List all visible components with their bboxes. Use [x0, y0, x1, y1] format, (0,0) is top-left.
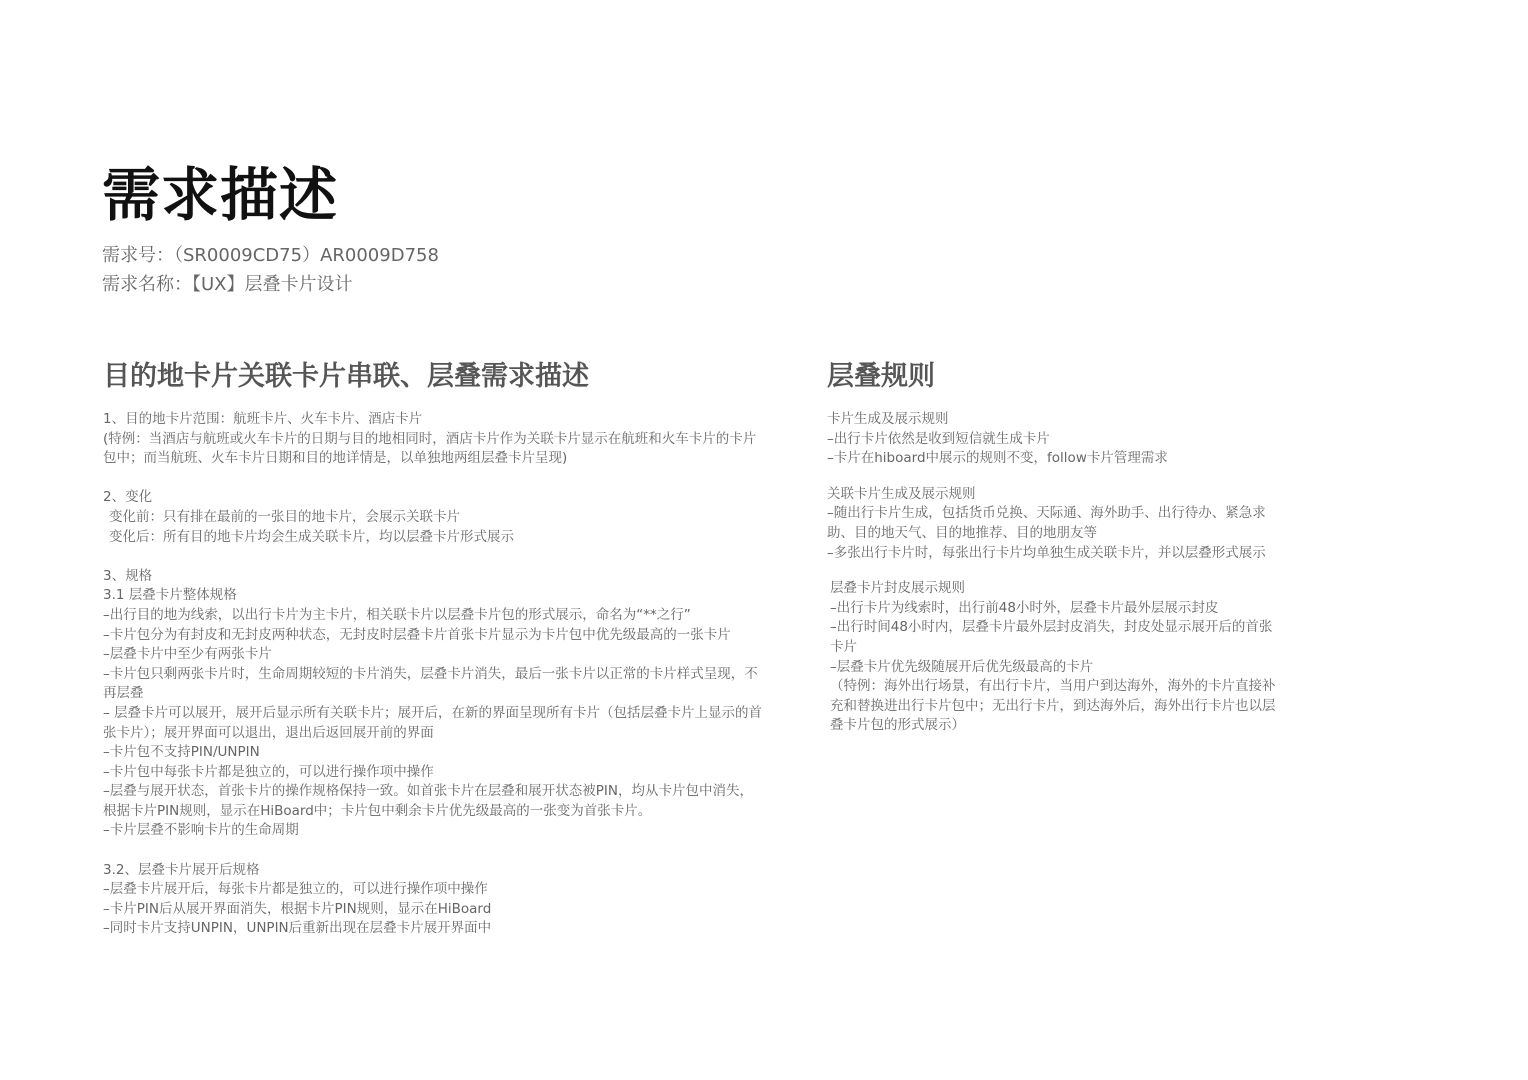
expanded-spec-item: –卡片PIN后从展开界面消失，根据卡片PIN规则，显示在HiBoard [103, 900, 492, 917]
rule-group-title: 层叠卡片封皮展示规则 [830, 580, 965, 597]
section-heading: 层叠规则 [827, 361, 935, 392]
spec-item: – 层叠卡片可以展开，展开后显示所有关联卡片；展开后，在新的界面呈现所有卡片（包括层叠卡片上显示的首张卡片）；展开界面可以退出，退出后返回展开前的界面 [103, 704, 763, 741]
spec-item: –出行目的地为线索，以出行卡片为主卡片，相关联卡片以层叠卡片包的形式展示，命名为“**之行” [103, 606, 691, 623]
requirement-number: 需求号：（SR0009CD75）AR0009D758 [102, 245, 439, 266]
spec-heading: 3、规格 [103, 567, 153, 584]
rule-item: –多张出行卡片时，每张出行卡片均单独生成关联卡片，并以层叠形式展示 [827, 544, 1266, 561]
spec-item: –卡片包分为有封皮和无封皮两种状态，无封皮时层叠卡片首张卡片显示为卡片包中优先级最高的一张卡片 [103, 626, 731, 643]
expanded-spec-item: –同时卡片支持UNPIN，UNPIN后重新出现在层叠卡片展开界面中 [103, 920, 492, 937]
rule-group-title: 关联卡片生成及展示规则 [827, 485, 976, 502]
spec-item: –卡片包中每张卡片都是独立的，可以进行操作项中操作 [103, 763, 434, 780]
expanded-spec-heading: 3.2、层叠卡片展开后规格 [103, 861, 260, 878]
change-before: 变化前：只有排在最前的一张目的地卡片，会展示关联卡片 [109, 508, 460, 525]
spec-item: –卡片包不支持PIN/UNPIN [103, 744, 260, 761]
rule-item: –层叠卡片优先级随展开后优先级最高的卡片 [830, 658, 1094, 675]
requirement-name: 需求名称：【UX】层叠卡片设计 [102, 274, 353, 295]
rule-exception-note: （特例：海外出行场景，有出行卡片，当用户到达海外，海外的卡片直接补充和替换进出行卡片包中；无出行卡片，到达海外后，海外出行卡片也以层叠卡片包的形式展示） [830, 678, 1276, 734]
spec-item: –卡片包只剩两张卡片时，生命周期较短的卡片消失，层叠卡片消失，最后一张卡片以正常的卡片样式呈现，不再层叠 [103, 665, 758, 702]
section-body [827, 410, 1277, 736]
rule-group-title: 卡片生成及展示规则 [827, 411, 949, 427]
requirement-description-section [103, 356, 763, 939]
spec-item: –卡片层叠不影响卡片的生命周期 [103, 822, 299, 839]
change-after: 变化后：所有目的地卡片均会生成关联卡片，均以层叠卡片形式展示 [109, 528, 514, 545]
rule-item: –出行卡片依然是收到短信就生成卡片 [827, 430, 1050, 447]
section-body [103, 410, 763, 939]
expanded-spec-item: –层叠卡片展开后，每张卡片都是独立的，可以进行操作项中操作 [103, 881, 488, 898]
rule-item: –出行时间48小时内，层叠卡片最外层封皮消失，封皮处显示展开后的首张卡片 [830, 619, 1273, 655]
change-heading: 2、变化 [103, 489, 153, 506]
section-heading: 目的地卡片关联卡片串联、层叠需求描述 [103, 361, 589, 392]
spec-item: –层叠与展开状态，首张卡片的操作规格保持一致。如首张卡片在层叠和展开状态被PIN，均从卡片包中消失，根据卡片PIN规则，显示在HiBoard中；卡片包中剩余卡片优先级最高的一张变为首张卡片。 [103, 783, 753, 819]
rule-item: –出行卡片为线索时，出行前48小时外，层叠卡片最外层展示封皮 [830, 599, 1219, 616]
scope-text: 1、目的地卡片范围：航班卡片、火车卡片、酒店卡片 [103, 411, 423, 427]
stacking-rules-section [827, 356, 1277, 736]
requirement-meta [102, 241, 439, 299]
page-title: 需求描述 [102, 161, 339, 229]
exception-note: (特例：当酒店与航班或火车卡片的日期与目的地相同时，酒店卡片作为关联卡片显示在航班和火车卡片的卡片包中；而当航班、火车卡片日期和目的地详情是，以单独地两组层叠卡片呈现) [103, 430, 757, 467]
spec-item: –层叠卡片中至少有两张卡片 [103, 646, 272, 663]
rule-item: –随出行卡片生成，包括货币兑换、天际通、海外助手、出行待办、紧急求助、目的地天气、目的地推荐、目的地朋友等 [827, 505, 1266, 541]
rule-item: –卡片在hiboard中展示的规则不变，follow卡片管理需求 [827, 450, 1168, 467]
spec-subheading: 3.1 层叠卡片整体规格 [103, 587, 237, 604]
